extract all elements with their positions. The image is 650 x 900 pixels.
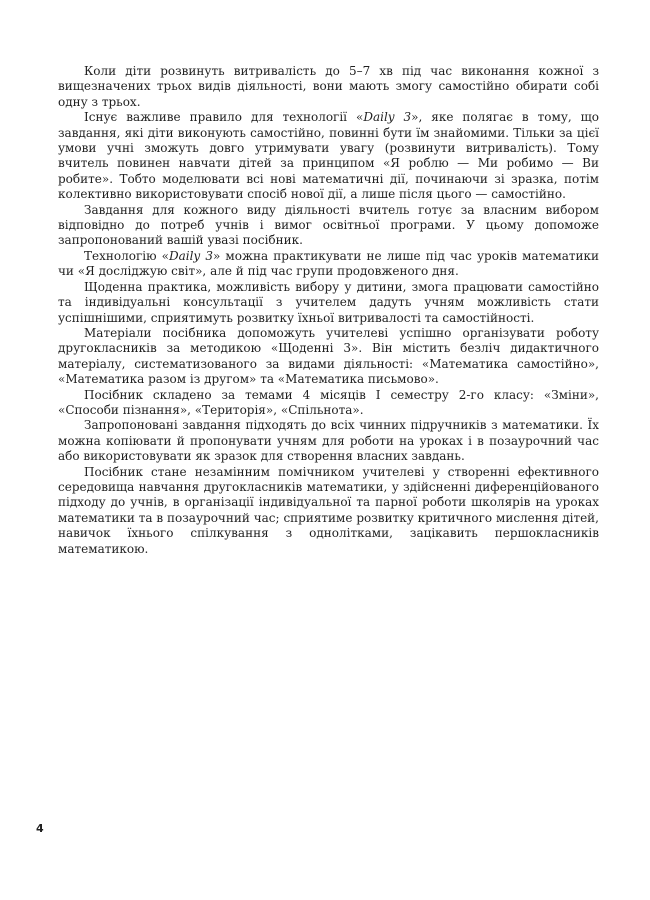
paragraph-1: Коли діти розвинуть витривалість до 5–7 хв під час виконання кожної з вищезначених трьох видів діяльності, вони мають змогу самостійно обирати собі одну з трьох. bbox=[58, 64, 599, 109]
paragraph-9: Посібник стане незамінним помічником учителеві у створенні ефективного середовища навчання другокласників математики, у здійсненні диференційованого підходу до учнів, в організації індивідуальної та парної роботи школярів на уроках математики та в позаурочний час; сприятиме розвитку критичного мислення дітей, навичок їхнього спілкування з однолітками, зацікавить першокласників математикою. bbox=[58, 464, 599, 556]
paragraph-8: Запропоновані завдання підходять до всіх чинних підручників з математики. Їх можна копіювати й пропонувати учням для роботи на уроках і в позаурочний час або використовувати як зразок для створення власних завдань. bbox=[58, 418, 599, 464]
paragraph-4: Технологію «Daily 3» можна практикувати не лише під час уроків математики чи «Я досліджую світ», але й під час групи продовженого дня. bbox=[58, 248, 600, 279]
paragraph-7: Посібник складено за темами 4 місяців I семестру 2-го класу: «Зміни», «Способи пізнання», «Територія», «Спільнота». bbox=[58, 387, 599, 417]
paragraph-3: Завдання для кожного виду діяльності вчитель готує за власним вибором відповідно до потреб учнів і вимог освітньої програми. У цьому допоможе запропонований вашій увазі посібник. bbox=[58, 202, 599, 248]
paragraph-2: Існує важливе правило для технології «Daily 3», яке полягає в тому, що завдання, які діти виконують самостійно, повинні бути їм знайомими. Тільки за цієї умови учні зможуть довго утримувати увагу (розвинути витривалість). Тому вчитель повинен навчати дітей за принципом «Я роблю — Ми робимо — Ви робите». Тобто моделювати всі нові математичні дії, починаючи зі зразка, потім колективно використовувати спосіб нової дії, а лише після цього — самостійно. bbox=[58, 110, 600, 202]
paragraph-5: Щоденна практика, можливість вибору у дитини, змога працювати самостійно та індивідуальні консультації з учителем дадуть учням можливість стати успішнішими, сприятимуть розвитку їхньої витривалості та самостійності. bbox=[58, 279, 599, 325]
body-text bbox=[58, 64, 599, 557]
page-number: 4 bbox=[36, 822, 44, 835]
paragraph-6: Матеріали посібника допоможуть учителеві успішно організувати роботу другокласників за методикою «Щоденні 3». Він містить безліч дидактичного матеріалу, систематизованого за видами діяльності: «Математика самостійно», «Математика разом із другом» та «Математика письмово». bbox=[58, 325, 599, 387]
